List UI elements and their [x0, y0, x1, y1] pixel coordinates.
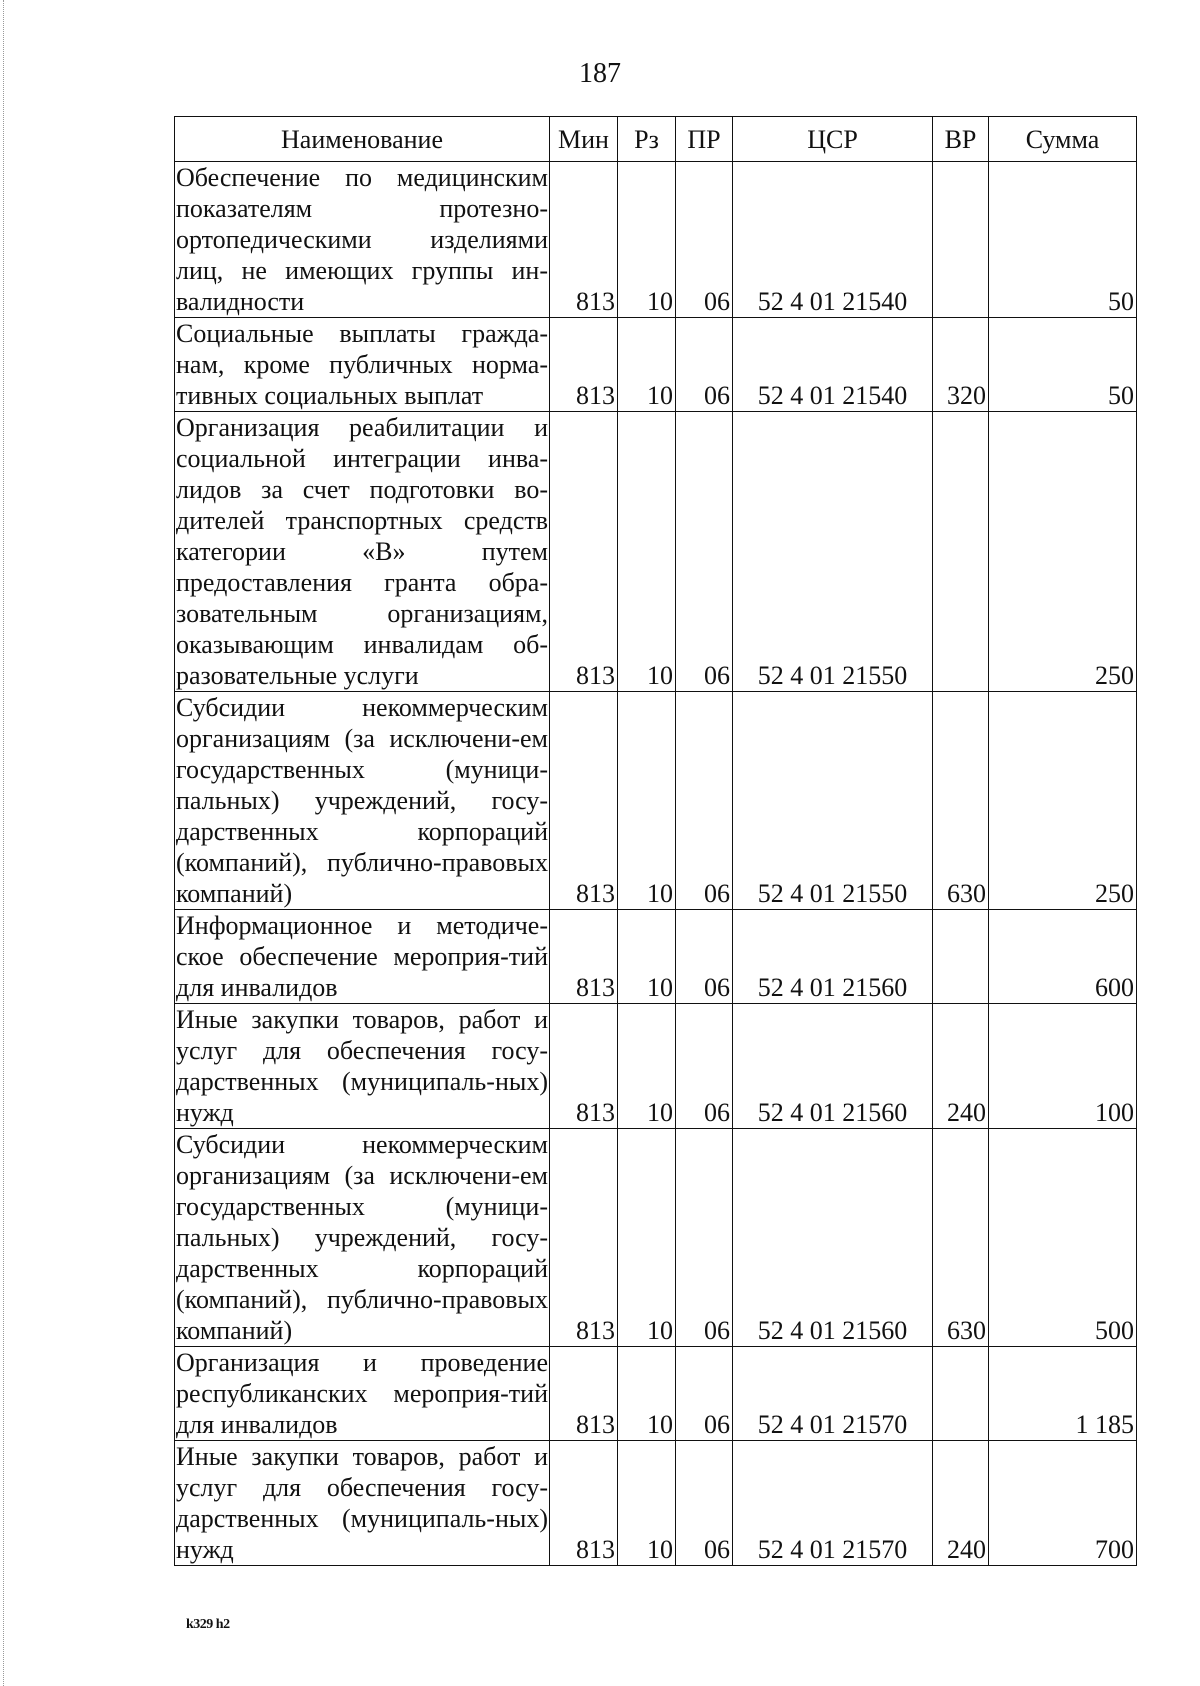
- cell-min: 813: [550, 1004, 618, 1129]
- cell-csr: 52 4 01 21570: [733, 1347, 933, 1441]
- cell-sum: 500: [989, 1129, 1137, 1347]
- header-min: Мин: [550, 117, 618, 162]
- cell-rz: 10: [618, 910, 676, 1004]
- page-number: 187: [579, 58, 621, 89]
- cell-name: Организация реабилитации и социальной интеграции инва-лидов за счет подготовки во-дителей транспортных средств категории «В» путем предоставления гранта обра-зовательным организациям, оказывающим инвалидам об-разовательные услуги: [176, 413, 548, 690]
- cell-sum: 700: [989, 1441, 1137, 1566]
- cell-pr: 06: [676, 1004, 733, 1129]
- cell-vr: [933, 1347, 989, 1441]
- table-row: [175, 162, 1137, 318]
- header-rz: Рз: [618, 117, 676, 162]
- cell-rz: 10: [618, 318, 676, 412]
- scan-page-edge: [3, 0, 4, 1686]
- cell-sum: 600: [989, 910, 1137, 1004]
- cell-pr: 06: [676, 1129, 733, 1347]
- table-row: [175, 1441, 1137, 1566]
- cell-pr: 06: [676, 318, 733, 412]
- cell-csr: 52 4 01 21570: [733, 1441, 933, 1566]
- cell-csr: 52 4 01 21540: [733, 162, 933, 318]
- cell-rz: 10: [618, 692, 676, 910]
- cell-pr: 06: [676, 910, 733, 1004]
- header-pr: ПР: [676, 117, 733, 162]
- cell-sum: 250: [989, 692, 1137, 910]
- cell-name: Социальные выплаты гражда-нам, кроме публичных норма-тивных социальных выплат: [176, 319, 548, 410]
- cell-sum: 100: [989, 1004, 1137, 1129]
- cell-name: Субсидии некоммерческим организациям (за исключени-ем государственных (муници-пальных) учреждений, госу-дарственных корпораций (компаний), публично-правовых компаний): [176, 693, 548, 908]
- table-row: [175, 1129, 1137, 1347]
- cell-csr: 52 4 01 21560: [733, 1129, 933, 1347]
- cell-rz: 10: [618, 412, 676, 692]
- cell-name: Информационное и методиче-ское обеспечение мероприя-тий для инвалидов: [176, 911, 548, 1002]
- cell-vr: [933, 412, 989, 692]
- cell-csr: 52 4 01 21560: [733, 910, 933, 1004]
- cell-csr: 52 4 01 21560: [733, 1004, 933, 1129]
- header-vr: ВР: [933, 117, 989, 162]
- cell-min: 813: [550, 692, 618, 910]
- cell-sum: 1 185: [989, 1347, 1137, 1441]
- cell-min: 813: [550, 412, 618, 692]
- cell-pr: 06: [676, 692, 733, 910]
- table-row: [175, 1004, 1137, 1129]
- table-row: [175, 412, 1137, 692]
- cell-sum: 50: [989, 318, 1137, 412]
- cell-vr: [933, 910, 989, 1004]
- cell-rz: 10: [618, 162, 676, 318]
- cell-min: 813: [550, 1441, 618, 1566]
- table-header-row: [175, 117, 1137, 162]
- cell-name: Субсидии некоммерческим организациям (за исключени-ем государственных (муници-пальных) учреждений, госу-дарственных корпораций (компаний), публично-правовых компаний): [176, 1130, 548, 1345]
- cell-vr: 630: [933, 692, 989, 910]
- cell-min: 813: [550, 1129, 618, 1347]
- header-name: Наименование: [175, 117, 550, 162]
- cell-name: Обеспечение по медицинским показателям протезно-ортопедическими изделиями лиц, не имеющих группы ин-валидности: [176, 163, 548, 316]
- budget-table: [174, 116, 1137, 1566]
- cell-vr: 630: [933, 1129, 989, 1347]
- cell-rz: 10: [618, 1347, 676, 1441]
- cell-vr: 320: [933, 318, 989, 412]
- cell-min: 813: [550, 1347, 618, 1441]
- cell-rz: 10: [618, 1129, 676, 1347]
- cell-pr: 06: [676, 1441, 733, 1566]
- cell-vr: [933, 162, 989, 318]
- table-row: [175, 692, 1137, 910]
- table-row: [175, 318, 1137, 412]
- cell-csr: 52 4 01 21550: [733, 692, 933, 910]
- cell-name: Иные закупки товаров, работ и услуг для обеспечения госу-дарственных (муниципаль-ных) нужд: [176, 1442, 548, 1564]
- header-csr: ЦСР: [733, 117, 933, 162]
- cell-vr: 240: [933, 1441, 989, 1566]
- cell-pr: 06: [676, 412, 733, 692]
- cell-vr: 240: [933, 1004, 989, 1129]
- cell-sum: 250: [989, 412, 1137, 692]
- cell-name: Иные закупки товаров, работ и услуг для обеспечения госу-дарственных (муниципаль-ных) нужд: [176, 1005, 548, 1127]
- cell-min: 813: [550, 910, 618, 1004]
- cell-sum: 50: [989, 162, 1137, 318]
- cell-rz: 10: [618, 1441, 676, 1566]
- cell-pr: 06: [676, 1347, 733, 1441]
- cell-name: Организация и проведение республиканских мероприя-тий для инвалидов: [176, 1348, 548, 1439]
- cell-min: 813: [550, 318, 618, 412]
- table-row: [175, 1347, 1137, 1441]
- table-row: [175, 910, 1137, 1004]
- cell-pr: 06: [676, 162, 733, 318]
- cell-min: 813: [550, 162, 618, 318]
- cell-rz: 10: [618, 1004, 676, 1129]
- cell-csr: 52 4 01 21550: [733, 412, 933, 692]
- footer-code: k329 h2: [186, 1617, 230, 1632]
- header-sum: Сумма: [989, 117, 1137, 162]
- cell-csr: 52 4 01 21540: [733, 318, 933, 412]
